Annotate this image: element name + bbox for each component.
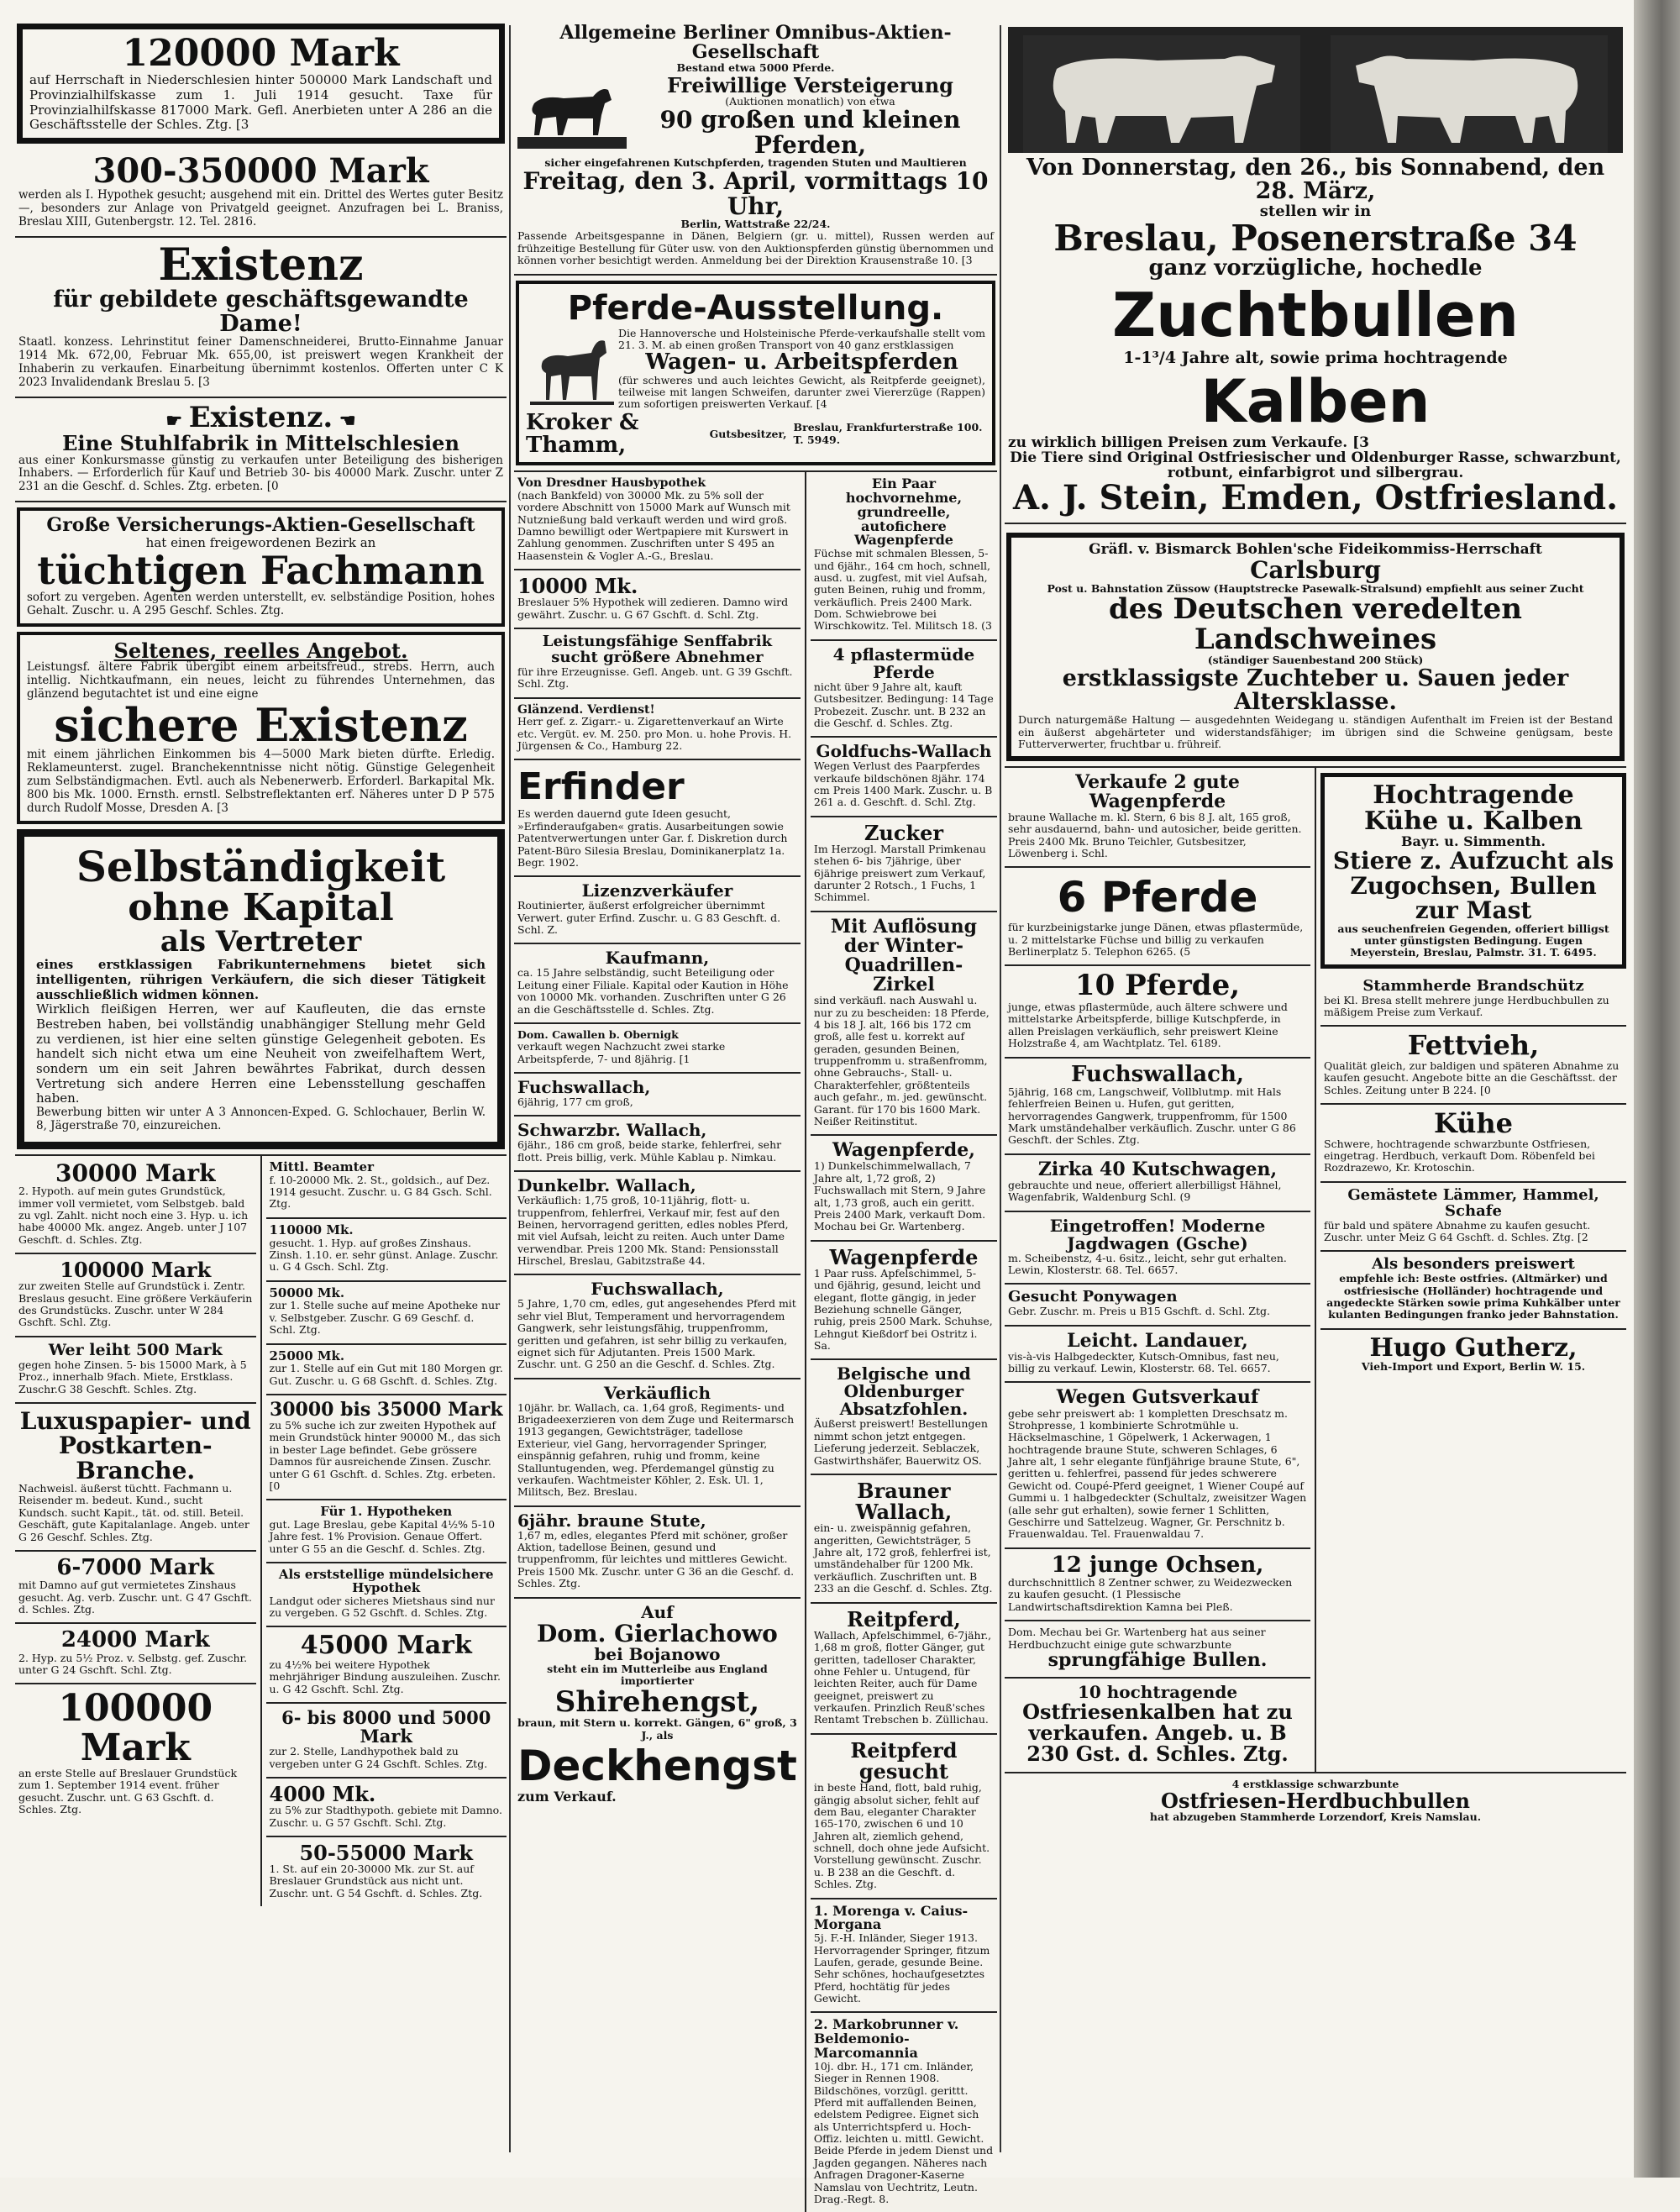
ad-subtext: Bestand etwa 5000 Pferde. xyxy=(676,61,835,75)
ad-heading: Hochtragende Kühe u. Kalben xyxy=(1363,780,1583,837)
ad-300-350000-mark xyxy=(15,149,507,238)
ad-text: zu 5% suche ich zur zweiten Hypothek auf mein Grundstück hinter 90000 M., das sich in bester Lage befindet. Gebe grössere Damnos für ausreichende Zinsen. Zuschr. unter G 61 Gschft. d. Schles. Ztg. erbeten. [0 xyxy=(269,1419,501,1492)
ad-text: braun, mit Stern u. korrekt. Gängen, 6" groß, 3 J., als xyxy=(517,1716,797,1742)
ad-text: zur zweiten Stelle auf Grundstück i. Zentr. Breslaus gesucht. Eine größere Verkäuferin des Grundstücks. Zuschr. unter W 284 Gschft. Schl. Ztg. xyxy=(18,1279,253,1329)
ad-heading: Leistungsfähige Senffabrik sucht größere Abnehmer xyxy=(542,633,773,666)
ad-text: nicht über 9 Jahre alt, kauft Gutsbesitzer. Bedingung: 14 Tage Probezeit. Zuschr. unt. B 232 an die Geschf. d. Schles. Ztg. xyxy=(813,680,994,729)
classified-ad xyxy=(1320,1252,1626,1329)
ad-heading: 10 hochtragende xyxy=(1077,1681,1238,1702)
ad-heading: 24000 Mark xyxy=(60,1627,210,1653)
classified-ad xyxy=(1005,1155,1310,1212)
classified-ad xyxy=(514,629,801,699)
ad-heading: Reitpferd gesucht xyxy=(850,1737,958,1784)
ad-line: zum Verkauf. xyxy=(517,1789,617,1805)
ad-heading: 6- bis 8000 und 5000 Mark xyxy=(281,1707,491,1747)
classified-ad xyxy=(266,1779,507,1837)
ad-text: 5jährig, 168 cm, Langschweif, Vollblutmp. mit Hals fehlerfreien Beinen u. Hufen, gut geritten, hervorragendes Gangwerk, truppenfromm, für 1500 Mark umständehalber verkäuflich. Zuschr. unter G 86 Geschft. der Schles. Ztg. xyxy=(1008,1085,1296,1147)
classified-ad xyxy=(266,1500,507,1563)
ad-firm-subtitle: Gutsbesitzer, xyxy=(709,427,787,440)
classified-ad xyxy=(1320,1183,1626,1253)
ad-text: Qualität gleich, zur baldigen und späteren Abnahme zu kaufen gesucht. Angebote bitte an die Geschäftsst. der Schles. Zeitung unter B 224. [0 xyxy=(1324,1059,1620,1096)
ad-text: 1,67 m, edles, elegantes Pferd mit schöner, großer Aktion, tadellose Beinen, gesund und truppenfromm, für leichtes und mittleres Gewicht. Preis 1500 Mk. Zuschr. unter G 36 an die Geschf. d. Schles. Ztg. xyxy=(517,1528,795,1590)
classified-ad xyxy=(1320,1027,1626,1105)
auction-date: Freitag, den 3. April, vormittags 10 Uhr, xyxy=(522,167,989,220)
ad-text: ein- u. zweispännig gefahren, angeritten, Gewichtsträger, 5 Jahre alt, 172 groß, fehlerfrei ist, umständehalber für 1200 Mk. verkäuflich. Zuschriften unt. B 233 an die Geschf. d. Schles. Ztg. xyxy=(813,1521,993,1595)
ad-text: in beste Hand, flott, bald ruhig, gängig absolut sicher, fehlt auf dem Bau, eleganter Charakter 165-170, zwischen 6 und 10 Jahren alt, ziemlich gehend, schnell, doch ohne jede Aufsicht. Vorstellung gewünscht. Zuschr. u. B 238 an die Geschft. d. Schles. Ztg. xyxy=(813,1781,990,1891)
classified-ad xyxy=(514,472,801,570)
ad-text: Die Tiere sind Original Ostfriesischer und Oldenburger Rasse, schwarzbunt, rotbunt, einfarbigrot und silbergrau. xyxy=(1010,449,1621,481)
ad-text: Breslauer 5% Hypothek will zedieren. Damno wird gewährt. Zuschr. u. G 67 Gschft. d. Schl. Ztg. xyxy=(517,596,789,621)
ad-text: Schwere, hochtragende schwarzbunte Ostfriesen, eingetrag. Herdbuch, verkauft Dom. Röbenfeld bei Rozdrazewo, Kr. Krotoschin. xyxy=(1324,1137,1595,1174)
classified-right xyxy=(806,472,997,2212)
classified-ad xyxy=(1005,1327,1310,1384)
ad-text: sofort zu vergeben. Agenten werden unterstellt, ev. selbständige Position, hohes Gehalt. Zuschr. u. A 295 Geschf. Schles. Ztg. xyxy=(27,590,495,617)
ad-text: 2. Hyp. zu 5½ Proz. v. Selbstg. gef. Zuschr. unter G 24 Gschft. Schl. Ztg. xyxy=(18,1651,248,1677)
ad-line: 1-1³/4 Jahre alt, sowie prima hochtragende xyxy=(1123,348,1508,367)
ad-text: gegen hohe Zinsen. 5- bis 15000 Mark, à 5 Proz., innerhalb 9fach. Miete, Erstklass. Zuschr.G 38 Geschft. Schles. Ztg. xyxy=(18,1358,247,1395)
ad-heading: 10000 Mk. xyxy=(517,574,638,599)
ad-heading: Fuchswallach, xyxy=(517,1077,651,1097)
ad-heading: Lizenzverkäufer xyxy=(581,880,733,901)
classified-ad xyxy=(811,817,997,912)
ad-heading: Mit Auflösung der Winter-Quadrillen-Zirkel xyxy=(830,915,977,996)
classified-ad xyxy=(15,1254,256,1337)
ad-text: Herr gef. z. Zigarr.- u. Zigarettenverkauf an Wirte etc. Vergüt. ev. M. 250. pro Mon. u. hohe Provis. H. Jürgensen & Co., Hamburg 22. xyxy=(517,715,792,752)
classified-ad xyxy=(811,1604,997,1735)
classified-ad xyxy=(811,1242,997,1361)
ad-heading: Glänzend. Verdienst! xyxy=(517,702,655,717)
ad-big-line: des Deutschen veredelten Landschweines xyxy=(1109,592,1522,656)
classified-left xyxy=(514,472,806,2212)
ad-sichere-existenz xyxy=(17,632,505,824)
ad-text: Post u. Bahnstation Züssow (Hauptstrecke Pasewalk-Stralsund) empfiehlt aus seiner Zucht xyxy=(1047,581,1584,595)
ad-heading: Seltenes, reelles Angebot. xyxy=(113,638,408,663)
ad-heading: Leicht. Landauer, xyxy=(1067,1329,1248,1352)
ad-text: Verkäuflich: 1,75 groß, 10-11jährig, flott- u. truppenfrom, fehlerfrei, Verkauf mir, fest auf den Beinen, hervorragend geritten, edles nobles Pferd, mit viel Aufsah, leicht zu reiten. Auch unter Dame verwendbar. Preis 1200 Mk. Stand: Pensionsstall Hirschel, Breslau, Gabitzstraße 44. xyxy=(517,1194,789,1267)
classified-ad xyxy=(1320,974,1626,1027)
ad-heading: Gemästete Lämmer, Hammel, Schafe xyxy=(1347,1185,1599,1220)
ad-heading: Zuchtbullen xyxy=(1111,279,1520,350)
ad-text: an erste Stelle auf Breslauer Grundstück zum 1. September 1914 event. früher gesucht. Zuschr. unt. G 63 Gschft. d. Schles. Ztg. xyxy=(18,1766,238,1815)
ad-text: (für schweres und auch leichtes Gewicht, als Reitpferde geeignet), teilweise mit langen Schweifen, darunter zwei Viererzüge (Rappen) zum sofortigen preiswerten Verkauf. [4 xyxy=(618,373,985,411)
ad-text: zur 1. Stelle auf ein Gut mit 180 Morgen gr. Gut. Zuschr. u. G 68 Gschft. d. Schles. Ztg. xyxy=(269,1362,503,1387)
ad-text: junge, etwas pflastermüde, auch ältere schwere und mittelstarke Arbeitspferde, billige Kutschpferde, in allen Preislagen verkäuflich, sehr preiswert Kleine Holzstraße 4, am Wachtplatz. Tel. 6189. xyxy=(1008,1001,1288,1050)
bull-icon xyxy=(1331,35,1608,153)
ad-heading: 25000 Mk. xyxy=(269,1348,345,1363)
ad-line: stellen wir in xyxy=(1259,202,1372,220)
classified-ad xyxy=(1005,1212,1310,1285)
classified-ad xyxy=(811,1360,997,1475)
classified-ad xyxy=(811,641,997,738)
ad-big-line: tüchtigen Fachmann xyxy=(37,548,485,594)
ad-heading: 10 Pferde, xyxy=(1074,969,1241,1003)
classified-ad xyxy=(514,1117,801,1172)
ad-text: steht ein im Mutterleibe aus England importierter xyxy=(547,1662,768,1688)
horse-illustration xyxy=(517,78,627,154)
classified-split xyxy=(1005,766,1626,1772)
ad-text: sind verkäufl. nach Auswahl u. nur zu zu bescheiden: 18 Pferde, 4 bis 18 J. alt, 166 bis 172 cm groß, alle fest u. korrekt auf geraden, gesunden Beinen, truppenfromm u. straßenfromm, ohne Gebrauchs-, Stall- u. Charakterfehler, größtenteils auch gefahr., m. jed. gewünscht. Garant. für 170 bis 1600 Mark. Neißer Reitinstitut. xyxy=(813,994,990,1127)
ad-text: mit einem jährlichen Einkommen bis 4—5000 Mark bieten dürfte. Erledig. Reklameunterst. zugel. Branchekenntnisse nicht nötig. Günstige Gelegenheit zum Selbständigmachen. Evtl. auch als Nebenerwerb. Erforderl. Barkapital Mk. 800 bis Mk. 1000. Ernsth. ernstl. Selbstreflektanten erf. Näheres unter D P 575 durch Rudolf Mosse, Dresden A. [3 xyxy=(27,748,495,815)
ad-text: zur 2. Stelle, Landhypothek bald zu vergeben unter G 24 Gschft. Schles. Ztg. xyxy=(269,1745,488,1770)
classified-ad xyxy=(514,699,801,761)
classified-ad xyxy=(266,1563,507,1627)
classified-ad xyxy=(266,1156,507,1219)
classified-ad xyxy=(811,1735,997,1899)
ad-text: Vieh-Import und Export, Berlin W. 15. xyxy=(1361,1360,1586,1374)
ad-heading: 30000 bis 35000 Mark xyxy=(269,1399,503,1421)
ad-text: Dom. Mechau bei Gr. Wartenberg hat aus seiner Herdbuchzucht einige gute schwarzbunte xyxy=(1008,1626,1266,1651)
ad-heading: 6-7000 Mark xyxy=(56,1554,215,1580)
ad-text: verkauft wegen Nachzucht zwei starke Arbeitspferde, 7- und 8jährig. [1 xyxy=(517,1040,726,1065)
classified-ad xyxy=(15,1684,256,1822)
ad-text: durchschnittlich 8 Zentner schwer, zu Weidezwecken zu kaufen gesucht. (1 Plessische Landwirtschaftsdirektion Kamna bei Pleß. xyxy=(1008,1576,1293,1613)
ad-heading: Dom. Cawallen b. Obernigk xyxy=(517,1027,679,1041)
ad-heading: Brauner Wallach, xyxy=(855,1478,953,1525)
ad-text: gesucht. 1. Hyp. auf großes Zinshaus. Zinsh. 1.10. er. sehr günst. Anlage. Zuschr. u. G 4 Gsch. Schl. Ztg. xyxy=(269,1236,499,1274)
ad-text: Füchse mit schmalen Blessen, 5- und 6jähr., 164 cm hoch, schnell, ausd. u. zugfest, mit viel Aufsah, guten Beinen, ruhig und fromm, verkäuflich. Preis 2400 Mark. Dom. Schwiebrowe bei Wirschkowitz. Tel. Militsch 18. (3 xyxy=(813,547,992,633)
ad-heading: 100000 Mark xyxy=(60,1258,212,1283)
ad-text: aus einer Konkursmasse günstig zu verkaufen unter Beteiligung des bisherigen Inhabers. — Erforderlich für Kauf und Betrieb 30- bis 40000 Mark. Zuschr. unter Z 231 an die Geschf. d. Schles. Ztg. erbeten. [0 xyxy=(18,453,503,494)
ad-heading: Hugo Gutherz, xyxy=(1369,1332,1578,1363)
classified-ad xyxy=(1320,1330,1626,1380)
bull-illustration xyxy=(1008,27,1623,153)
ad-kuehe-kalben xyxy=(1320,773,1626,969)
ad-heading: 6jähr. braune Stute, xyxy=(517,1510,706,1531)
ad-date: Von Donnerstag, den 26., bis Sonnabend, den 28. März, xyxy=(1026,155,1605,205)
ad-text: 6jähr., 186 cm groß, beide starke, fehlerfrei, sehr flott. Preis billig, verk. Mühle Kablau p. Nimkau. xyxy=(517,1138,782,1164)
pointing-hand-icon: ☛ xyxy=(165,409,189,432)
pointing-hand-icon: ☚ xyxy=(333,409,356,432)
ad-text: Durch naturgemäße Haltung — ausgedehnten Weidegang u. ständigen Aufenthalt im Freien ist der Bestand ein äußerst abgehärteter und widerstandsfähiger; im übrigen sind die Schweine genügsam, beste Futterverwerter, fruchtbar u. frühreif. xyxy=(1018,713,1613,751)
ad-firm: A. J. Stein, Emden, Ostfriesland. xyxy=(1012,478,1619,518)
ad-heading: Mittl. Beamter xyxy=(269,1159,374,1174)
ad-text: Gebr. Zuschr. m. Preis u B15 Gschft. d. Schl. Ztg. xyxy=(1008,1305,1270,1318)
ad-heading: 120000 Mark xyxy=(122,32,400,75)
ad-heading: Schwarzbr. Wallach, xyxy=(517,1120,707,1141)
ad-text: Im Herzogl. Marstall Primkenau stehen 6- bis 7jährige, über 6jährige preiswert zum Verkauf, darunter 2 Rotsch., 1 Fuchs, 1 Schimmel. xyxy=(813,842,986,904)
ad-120000-mark xyxy=(17,24,505,144)
classified-ad xyxy=(514,877,801,944)
ad-heading: 12 junge Ochsen, xyxy=(1051,1552,1264,1578)
ad-stuhlfabrik xyxy=(15,398,507,503)
ad-heading: Große Versicherungs-Aktien-Gesellschaft xyxy=(46,514,475,537)
classified-ad xyxy=(811,1475,997,1604)
ad-big-line: sichere Existenz xyxy=(54,697,468,752)
ad-heading: Fuchswallach, xyxy=(591,1279,724,1300)
bull-icon xyxy=(1023,35,1300,153)
classified-right xyxy=(262,1156,507,1906)
classified-ad xyxy=(811,2013,997,2212)
classified-ad xyxy=(514,1074,801,1117)
classified-left xyxy=(15,1156,262,1906)
ad-heading: 300-350000 Mark xyxy=(92,150,429,191)
classified-ad xyxy=(266,1837,507,1906)
ad-text: Routinierter, äußerst erfolgreicher übernimmt Verwert. guter Erfind. Zuschr. u. G 83 Geschft. d. Schl. Z. xyxy=(517,899,781,936)
classified-ad xyxy=(15,1624,256,1684)
ad-heading: sprungfähige Bullen. xyxy=(1047,1648,1268,1671)
ad-text: Wegen Verlust des Paarpferdes verkaufe bildschönen 8jähr. 174 cm Preis 1400 Mark. Zuschr. u. B 261 a. d. Geschft. d. Schl. Ztg. xyxy=(813,759,993,809)
ad-subheading: Eine Stuhlfabrik in Mittelschlesien xyxy=(62,431,459,456)
ad-omnibus-auction xyxy=(514,18,997,276)
column-2 xyxy=(514,18,997,2205)
ad-heading: Von Dresdner Hausbypothek xyxy=(517,476,706,491)
ad-big-line: 90 großen und kleinen Pferden, xyxy=(659,106,961,159)
ad-heading: Allgemeine Berliner Omnibus-Aktien-Gesellschaft xyxy=(559,22,952,64)
classified-ad xyxy=(266,1395,507,1500)
ad-heading: Luxuspapier- und Postkarten-Branche. xyxy=(19,1406,251,1484)
ad-subheading: Freiwillige Versteigerung xyxy=(667,72,953,97)
ad-heading: Als besonders preiswert xyxy=(1372,1255,1575,1274)
classified-ad xyxy=(1005,966,1310,1058)
ad-text: zu wirklich billigen Preisen zum Verkaufe. [3 xyxy=(1008,433,1369,451)
ad-text: Ostfriesenkalben hat zu verkaufen. Angeb. u. B 230 Gst. d. Schles. Ztg. xyxy=(1022,1699,1293,1767)
ad-heading: 50000 Mk. xyxy=(269,1285,345,1300)
ad-text: Landgut oder sicheres Mietshaus sind nur zu vergeben. G 52 Gschft. d. Schles. Ztg. xyxy=(269,1594,495,1620)
ad-text: Passende Arbeitsgespanne in Dänen, Belgiern (gr. u. mittel), Russen werden auf frühzeitige Bestellung für Güter usw. von den Auktionspferden günstig übernommen und können vorher besichtigt werden. Anmeldung bei der Direktion Krausenstraße 10. [3 xyxy=(517,229,994,267)
ad-text: 2. Hypoth. auf mein gutes Grundstück, immer voll vermietet, vom Selbstgeb. bald zu vgl. Zahlt. nicht noch eine 3. Hyp. u. ich habe 40000 Mk. angez. Angeb. unter J 107 Geschft. d. Schles. Ztg. xyxy=(18,1185,249,1246)
classified-right xyxy=(1316,768,1626,1772)
ad-heading: Selbständigkeit xyxy=(76,841,446,891)
ad-heading: Reitpferd, xyxy=(847,1606,961,1631)
ad-heading: Ein Paar hochvornehme, grundreelle, autofichere Wagenpferde xyxy=(845,476,963,549)
ad-text: zu 5% zur Stadthypoth. gebiete mit Damno. Zuschr. u. G 57 Gschft. Schl. Ztg. xyxy=(269,1804,502,1829)
classified-ad xyxy=(811,472,997,641)
classified-ad xyxy=(811,1899,997,2014)
classified-ad xyxy=(1320,1105,1626,1183)
classified-ad xyxy=(1005,1549,1310,1621)
ad-text: hat abzugeben Stammherde Lorzendorf, Kreis Namslau. xyxy=(1149,1810,1482,1824)
ad-city: Breslau, Posenerstraße 34 xyxy=(1053,217,1578,259)
ad-name: Carlsburg xyxy=(1250,556,1381,585)
classified-ad xyxy=(1005,1285,1310,1326)
ad-text: für bald und spätere Abnahme zu kaufen gesucht. Zuschr. unter Meiz G 64 Gschft. d. Schles. Ztg. [2 xyxy=(1324,1218,1591,1243)
classified-ad xyxy=(1005,1383,1310,1548)
ad-line: Auf xyxy=(641,1601,674,1622)
ad-text: mit Damno auf gut vermietetes Zinshaus gesucht. Ag. verb. Zuschr. unt. G 47 Gschft. d. Schles. Ztg. xyxy=(18,1579,252,1616)
ad-text: m. Scheibenstz, 4-u. 6sitz., leicht, sehr gut erhalten. Lewin, Klosterstr. 68. Tel. 6657. xyxy=(1008,1251,1287,1276)
ad-deckhengst xyxy=(514,1599,801,1811)
classified-ad xyxy=(514,1275,801,1379)
ad-line: bei Bojanowo xyxy=(594,1643,721,1664)
ad-heading: Kaufmann, xyxy=(605,948,710,969)
ad-text: gut. Lage Breslau, gebe Kapital 4½% 5-10 Jahre fest. 1% Provision. Genaue Offert. unter G 55 an die Geschf. d. Schles. Ztg. xyxy=(269,1518,496,1555)
ad-heading: 6 Pferde xyxy=(1057,873,1258,922)
ad-heading: Stiere z. Aufzucht als Zugochsen, Bullen zur Mast xyxy=(1332,847,1614,925)
ad-heading: Ostfriesen-Herdbuchbullen xyxy=(1161,1788,1470,1813)
ad-text: 1 Paar russ. Apfelschimmel, 5- und 6jährig, gesund, leicht und elegant, flotte gängig, in jeder Beziehung schnelle Gänger, ruhig, preis 2500 Mark. Schuhse, Lehngut Kießdorf bei Ostritz i. Sa. xyxy=(813,1266,993,1353)
classified-ad xyxy=(266,1627,507,1704)
ad-text: Die Hannoversche und Holsteinische Pferde-verkaufshalle stellt vom 21. 3. M. ab einen großen Transport von 40 ganz erstklassigen xyxy=(618,326,985,351)
auction-place: Berlin, Wattstraße 22/24. xyxy=(680,218,831,231)
ad-heading: Wegen Gutsverkauf xyxy=(1056,1386,1259,1409)
classified-split xyxy=(15,1154,507,1906)
column-1 xyxy=(15,18,507,2152)
ad-heading: Fuchswallach, xyxy=(1071,1061,1244,1087)
ad-text: für ihre Erzeugnisse. Gefl. Angeb. unt. G 39 Gschft. Schl. Ztg. xyxy=(517,665,793,691)
ad-big-line: Deckhengst xyxy=(517,1742,797,1791)
classified-ad xyxy=(811,912,997,1137)
column-rule xyxy=(1000,25,1001,2152)
ad-text: aus seuchenfreien Gegenden, offeriert billigst unter günstigsten Bedingung. Eugen Meyerstein, Breslau, Palmstr. 31. T. 6495. xyxy=(1337,922,1609,959)
ad-line: ganz vorzügliche, hochedle xyxy=(1148,255,1483,281)
classified-split xyxy=(514,470,997,2212)
ad-text: Wallach, Apfelschimmel, 6-7jähr., 1,68 m groß, flotter Gänger, gut geritten, tadelloser Charakter, ohne Fehler u. Untugend, für leichten Reiter, auch für Dame geeignet, preiswert zu verkaufen. Prinzlich Reuß'sches Rentamt Trebschen b. Züllichau. xyxy=(813,1628,992,1726)
ad-heading: Als erststellige mündelsichere Hypothek xyxy=(278,1567,494,1595)
classified-ad xyxy=(266,1219,507,1282)
horse-illustration xyxy=(526,328,618,412)
classified-ad xyxy=(1005,1679,1310,1772)
ad-heading: Für 1. Hypotheken xyxy=(320,1504,453,1520)
ad-heading: Gesucht Ponywagen xyxy=(1008,1288,1178,1306)
ad-heading: Eingetroffen! Moderne Jagdwagen (Gsche) xyxy=(1049,1215,1266,1253)
classified-ad xyxy=(15,1156,256,1254)
ad-heading: 4000 Mk. xyxy=(269,1781,376,1806)
ad-text: zu 4½% bei weitere Hypothek mehrjähriger Bindung auszuleihen. Zuschr. u. G 42 Gschft. Schl. Ztg. xyxy=(269,1658,501,1695)
classified-ad xyxy=(514,1379,801,1507)
ad-heading: Verkäuflich xyxy=(603,1382,711,1403)
ad-text: vis-à-vis Halbgedeckter, Kutsch-Omnibus, fast neu, billig zu verkauf. Lewin, Klosterstr. 68. Tel. 6657. xyxy=(1008,1349,1279,1375)
ad-heading: Fettvieh, xyxy=(1407,1029,1540,1062)
classified-ad xyxy=(266,1282,507,1345)
ad-text: 4 erstklassige schwarzbunte xyxy=(1231,1777,1399,1790)
ad-text: (nach Bankfeld) von 30000 Mk. zu 5% soll der vordere Abschnitt von 15000 Mark auf Wunsch mit Nutznießung bald verkauft werden und wird groß. Damno bewilligt oder Wertpapiere mit Kurswert in Zahlung genommen. Zuschriften unter S 495 an Haasenstein & Vogler A.-G., Breslau. xyxy=(517,488,790,562)
ad-text: 1) Dunkelschimmelwallach, 7 Jahre alt, 1,72 groß, 2) Fuchswallach mit Stern, 9 Jahre alt, 1,73 groß, auch ein geritt. Preis 2400 Mark, verkauft Dom. Mochau bei Gr. Wartenberg. xyxy=(813,1159,986,1233)
classified-left xyxy=(1005,768,1316,1772)
ad-heading: Existenz xyxy=(158,239,364,291)
ad-heading: Wagenpferde, xyxy=(832,1139,975,1162)
ad-text: ca. 15 Jahre selbständig, sucht Beteiligung oder Leitung einer Filiale. Kapital oder Kaution in Höhe von 10000 Mk. vorhanden. Zuschriften unter G 26 an die Geschäftsstelle d. Schles. Ztg. xyxy=(517,966,789,1016)
ad-heading: 2. Markobrunner v. Beldemonio-Marcomannia xyxy=(813,2016,959,2061)
ad-heading: Erfinder xyxy=(517,765,685,809)
ad-subheading: ohne Kapital xyxy=(128,886,394,930)
ad-heading: Dom. Gierlachowo xyxy=(537,1619,778,1647)
ad-text: bei Kl. Bresa stellt mehrere junge Herdbuchbullen zu mäßigem Preise zum Verkauf. xyxy=(1324,993,1609,1018)
ad-heading: Zirka 40 Kutschwagen, xyxy=(1037,1158,1278,1180)
classified-ad xyxy=(266,1704,507,1779)
ad-heading: 100000 Mark xyxy=(58,1687,213,1769)
ad-heading: 1. Morenga v. Caius-Morgana xyxy=(813,1902,969,1933)
ad-subheading: für gebildete geschäftsgewandte Dame! xyxy=(53,286,469,337)
ad-heading: Kalben xyxy=(1200,366,1431,436)
ad-heading: Zucker xyxy=(864,820,943,845)
column-rule xyxy=(509,25,511,2152)
book-binding-edge xyxy=(1634,0,1680,2178)
ad-heading: 45000 Mark xyxy=(300,1631,472,1661)
ad-heading: 50-55000 Mark xyxy=(299,1840,474,1865)
ad-text: zur 1. Stelle suche auf meine Apotheke nur v. Selbstgeber. Zuschr. G 69 Geschf. d. Schl. Ztg. xyxy=(269,1299,501,1337)
ad-text: Nachweisl. äußerst tüchtt. Fachmann u. Reisender m. bedeut. Kund., sucht Kundsch. sucht Kapit., tät. od. still. Beteil. Geschäft, gute Kapitalanlage. Angeb. unter G 26 Geschf. Schles. Ztg. xyxy=(18,1482,249,1543)
ad-big-line: Shirehengst, xyxy=(554,1684,760,1719)
ad-note: (ständiger Sauenbestand 200 Stück) xyxy=(1207,654,1424,667)
ad-text: 5 Jahre, 1,70 cm, edles, gut angesehendes Pferd mit sehr viel Blut, Temperament und hervorragendem Gangwerk, sehr leistungsfähig, truppenfromm, geritten und gefahren, ist sehr billig zu verkaufen, eignet sich für Adjutanten. Preis 1500 Mark. Zuschr. unt. G 250 an die Geschf. d. Schles. Ztg. xyxy=(517,1297,796,1371)
ad-subheading: Wagen- u. Arbeitspferden xyxy=(645,349,958,376)
ad-text: sicher eingefahrenen Kutschpferden, tragenden Stuten und Maultieren xyxy=(544,155,967,169)
classified-ad xyxy=(15,1552,256,1624)
ad-heading: Belgische und Oldenburger Absatzfohlen. xyxy=(837,1363,971,1420)
ad-address: Breslau, Frankfurterstraße 100. T. 5949. xyxy=(793,421,983,446)
ad-herdbuchbullen xyxy=(1005,1772,1626,1831)
ad-text: 1. St. auf ein 20-30000 Mk. zur St. auf Breslauer Grundstück aus nicht unt. Zuschr. unt. G 54 Gschft. d. Schles. Ztg. xyxy=(269,1863,483,1899)
ad-heading: Verkaufe 2 gute Wagenpferde xyxy=(1075,770,1240,812)
ad-pferde-ausstellung xyxy=(516,281,995,466)
ad-heading: Goldfuchs-Wallach xyxy=(816,741,992,762)
classified-ad xyxy=(514,760,801,877)
ad-subheading: hat einen freigewordenen Bezirk an xyxy=(145,535,376,551)
ad-zuchtbullen xyxy=(1005,18,1626,524)
ad-text: gebrauchte und neue, offeriert allerbilligst Hähnel, Wagenfabrik, Waldenburg Schl. (9 xyxy=(1008,1178,1282,1204)
ad-text: Bayr. u. Simmenth. xyxy=(1401,833,1546,849)
classified-ad xyxy=(514,1024,801,1074)
classified-ad xyxy=(266,1345,507,1396)
ad-text: gebe sehr preiswert ab: 1 kompletten Dreschsatz m. Strohpresse, 1 kombinierte Schrotmühle u. Häckselmaschine, 1 Göpelwerk, 1 Ackerwagen, 1 hochtragende braune Stute, schweren Schlages, 6 Jahre alt, 1 sehr elegante fünfjährige braune Stute, 6", geritten u. fehlerfrei, passend für jedes schwerere Gewicht od. Coupé-Pferd geeignet, 1 Wiener Coupé auf Gummi u. 1 halbgedeckter (Schultalz, zweisitzer Wagen (alle sehr gut erhalten), sowie ferner 1 Schlitten, Geschirre und Sattelzeug. Wagner, Gr. Perschnitz b. Frauenwaldau. Tel. Frauenwaldau 7. xyxy=(1008,1406,1307,1541)
ad-text: für kurzbeinigstarke junge Dänen, etwas pflastermüde, u. 2 mittelstarke Füchse und billig zu verkaufen Berlinerplatz 5. Telephon 6265. (5 xyxy=(1008,921,1304,959)
ad-text: Bewerbung bitten wir unter A 3 Annoncen-Exped. G. Schlochauer, Berlin W. 8, Jägerstraße 70, einzureichen. xyxy=(36,1106,486,1132)
ad-heading: 30000 Mark xyxy=(55,1159,216,1187)
ad-text: eines erstklassigen Fabrikunternehmens bietet sich intelligenten, rührigen Verkäufern, die sich dieser Tätigkeit ausschließlich widmen können. xyxy=(36,957,486,1002)
ad-text: braune Wallache m. kl. Stern, 6 bis 8 J. alt, 165 groß, sehr ausdauernd, bahn- und autosicher, beide geritten. Preis 2400 Mk. Bruno Teichler, Gutsbesitzer, Löwenberg i. Schl. xyxy=(1008,810,1302,859)
ad-text: empfehle ich: Beste ostfries. (Altmärker) und ostfriesische (Holländer) hochtragende und angedeckte Stärken sowie prima Kuhkälber unter kulanten Bedingungen franko jeder Bahnstation. xyxy=(1326,1272,1620,1321)
classified-ad xyxy=(1005,1059,1310,1155)
classified-ad xyxy=(1005,1621,1310,1679)
ad-heading: Kühe xyxy=(1434,1107,1513,1140)
classified-ad xyxy=(15,1337,256,1404)
ad-heading: Stammherde Brandschütz xyxy=(1362,976,1584,995)
ad-heading: Dunkelbr. Wallach, xyxy=(517,1175,696,1196)
ad-text: auf Herrschaft in Niederschlesien hinter 500000 Mark Landschaft und Provinzialhilfskasse zum 1. Juli 1914 gesucht. Taxe für Provinzialhilfskasse 817000 Mark. Gefl. Anerbieten unter A 286 an die Geschäftsstelle der Schles. Ztg. [3 xyxy=(29,72,492,133)
ad-versicherung xyxy=(17,507,505,626)
ad-text: Äußerst preiswert! Bestellungen nimmt schon jetzt entgegen. Lieferung jederzeit. Seblaczek, Gastwirthshäfer, Bauerwitz OS. xyxy=(813,1417,988,1467)
ad-big-line: erstklassigste Zuchteber u. Sauen jeder Altersklasse. xyxy=(1062,665,1569,716)
ad-heading: Pferde-Ausstellung. xyxy=(567,288,944,328)
classified-ad xyxy=(1005,768,1310,869)
classified-ad xyxy=(15,1404,256,1552)
ad-heading: Gräfl. v. Bismarck Bohlen'sche Fideikommiss-Herrschaft xyxy=(1089,541,1542,559)
classified-ad xyxy=(514,944,801,1024)
ad-heading: Wer leiht 500 Mark xyxy=(48,1340,223,1359)
ad-existenz-dame xyxy=(15,238,507,398)
classified-ad xyxy=(811,738,997,817)
ad-text: Es werden dauernd gute Ideen gesucht, »Erfinderaufgaben« gratis. Ausarbeitungen sowie Patentverwertungen unter Gar. f. Diskretion durch Patent-Büro Silesia Breslau, Dominikanerplatz 1a. Begr. 1902. xyxy=(517,807,788,869)
ad-text: werden als I. Hypothek gesucht; ausgehend mit ein. Drittel des Wertes guter Besitz —, besonders zur Anlage von Privatgeld geeignet. Anzufragen bei L. Braniss, Breslau XIII, Gutenbergstr. 12. Tel. 2816. xyxy=(18,187,503,229)
ad-text: Leistungsf. ältere Fabrik übergibt einem arbeitsfreud., strebs. Herrn, auch intellig. Nichtkaufmann, ein neues, leicht zu führendes Unternehmen, das glänzend begutachtet ist und eine eigne xyxy=(27,659,495,701)
ad-text: f. 10-20000 Mk. 2. St., goldsich., auf Dez. 1914 gesucht. Zuschr. u. G 84 Gsch. Schl. Ztg. xyxy=(269,1173,492,1211)
ad-big-line: als Vertreter xyxy=(160,925,362,959)
ad-text: 10j. dbr. H., 171 cm. Inländer, Sieger in Rennen 1908. Bildschönes, vorzügl. gerittt. Pferd mit auffallenden Beinen, edelstem Pedigree. Eignet sich als Unterrichtspferd u. Hoch-Offiz. leichten u. mittl. Gewicht. Beide Pferde in jedem Dienst und Jagden gegangen. Näheres nach Anfragen Dragoner-Kaserne Namslau von Uechtritz, Leutn. Drag.-Regt. 8. xyxy=(813,2059,994,2205)
classified-ad xyxy=(1005,868,1310,966)
ad-text: 6jährig, 177 cm groß, xyxy=(517,1095,633,1108)
ad-text: 10jähr. br. Wallach, ca. 1,64 groß, Regiments- und Brigadeexerzieren von dem Zuge und Reitermarsch 1913 gegangen, Gewichtsträger, tadellose Exterieur, viel Gang, hervorragender Springer, einspännig gefahren, ruhig und fromm, keine Stalluntugenden, weg. Pferdemangel günstig zu verkaufen. Wachtmeister Köhler, 2. Esk. Ul. 1, Militsch, Bez. Breslau. xyxy=(517,1400,795,1499)
ad-firm: Kroker & Thamm, xyxy=(526,409,639,458)
ad-selbstaendigkeit xyxy=(17,829,505,1149)
ad-text: Staatl. konzess. Lehrinstitut feiner Damenschneiderei, Brutto-Einnahme Januar 1914 Mk. 672,00, Februar Mk. 655,00, ist preiswert wegen Krankheit der Inhaberin zu verkaufen. Einarbeitung übernimmt kostenlos. Offerten unter C K 2023 Invalidendank Breslau 5. [3 xyxy=(18,334,503,389)
ad-heading: Existenz. xyxy=(188,400,333,434)
ad-heading: 110000 Mk. xyxy=(269,1222,354,1237)
classified-ad xyxy=(514,570,801,629)
classified-ad xyxy=(811,1136,997,1241)
ad-carlsburg xyxy=(1006,533,1625,760)
ad-heading: 4 pflastermüde Pferde xyxy=(832,644,975,682)
ad-heading: Wagenpferde xyxy=(829,1244,979,1269)
column-3 xyxy=(1005,18,1626,2152)
ad-text: Wirklich fleißigen Herren, wer auf Kaufleuten, die das ernste Bestreben haben, bei vollständig unabhängiger Stellung mehr Geld zu verdienen, ist hier eine selten günstige Gelegenheit geboten. Es handelt sich nicht etwa um eine Neuheit von zweifelhaftem Wert, sondern um ein seit Jahren bewährtes Fabrikat, durch dessen Vertretung sich andere Herren eine Lebensstellung geschaffen haben. xyxy=(36,1001,486,1106)
classified-ad xyxy=(514,1507,801,1599)
ad-text: 5j. F.-H. Inländer, Sieger 1913. Hervorragender Springer, fitzum Laufen, gerade, gesunde Beine. Sehr schönes, hochaufgesetztes Pferd, hochtätig für jedes Gewicht. xyxy=(813,1931,990,2005)
classified-ad xyxy=(514,1172,801,1275)
ad-note: (Auktionen monatlich) von etwa xyxy=(725,94,895,108)
